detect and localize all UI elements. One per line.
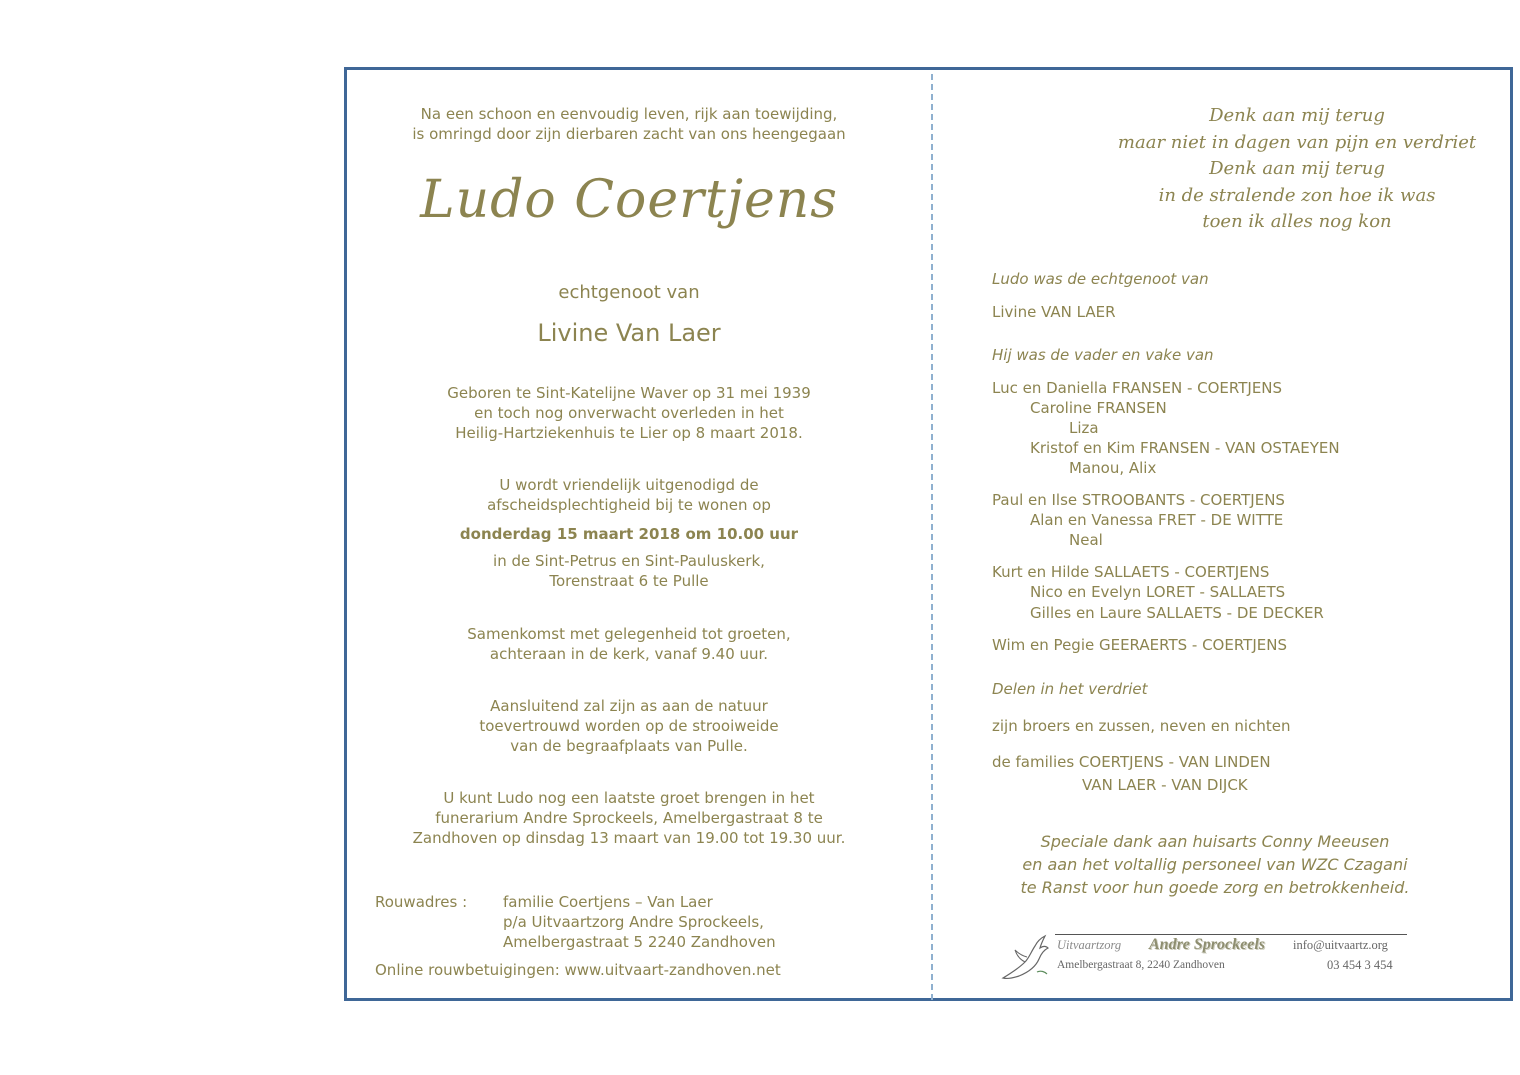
family-line: Alan en Vanessa FRET - DE WITTE [1030,511,1284,529]
heading-share: Delen in het verdriet [992,680,1148,698]
family-line: Manou, Alix [1069,459,1157,477]
visit-text: U kunt Ludo nog een laatste groet brengen in het funerarium Andre Sprockeels, Amelbergastraat 8 te Zandhoven op dinsdag 13 maart van 19.00 tot 19.30 uur. [412,789,846,847]
family-line: Caroline FRANSEN [1030,399,1167,417]
family-line: Gilles en Laure SALLAETS - DE DECKER [1030,604,1324,622]
footer-phone: 03 454 3 454 [1327,958,1393,972]
invite-text: U wordt vriendelijk uitgenodigd de afscheidsplechtigheid bij te wonen op [487,476,771,514]
families-line-2: VAN LAER - VAN DIJCK [1082,776,1248,794]
rouwadres-label: Rouwadres : [375,893,468,911]
footer-rule [1055,934,1407,935]
thanks-text: Speciale dank aan huisarts Conny Meeusen en aan het voltallig personeel van WZC Czagani te Ranst voor hun goede zorg en betrokkenheid. [1020,832,1410,897]
family-line: Liza [1069,419,1099,437]
family-line: Nico en Evelyn LORET - SALLAETS [1030,583,1286,601]
gathering-text: Samenkomst met gelegenheid tot groeten, achteraan in de kerk, vanaf 9.40 uur. [467,625,791,663]
footer-brand: Andre Sprockeels [1149,936,1265,953]
rouwadres: familie Coertjens – Van Laer p/a Uitvaartzorg Andre Sprockeels, Amelbergastraat 5 2240 Zandhoven [503,893,776,951]
online-condolences: Online rouwbetuigingen: www.uitvaart-zandhoven.net [375,961,781,979]
poem: Denk aan mij terug maar niet in dagen van pijn en verdriet Denk aan mij terug in de stralende zon hoe ik was toen ik alles nog kon [1117,105,1477,232]
ashes-text: Aansluitend zal zijn as aan de natuur toevertrouwd worden op de strooiweide van de begraafplaats van Pulle. [479,697,779,755]
family-line: Kurt en Hilde SALLAETS - COERTJENS [992,563,1270,581]
funeral-card [344,67,1513,1001]
ceremony-date: donderdag 15 maart 2018 om 10.00 uur [459,525,799,543]
family-line: Kristof en Kim FRANSEN - VAN OSTAEYEN [1030,439,1340,457]
intro-text: Na een schoon en eenvoudig leven, rijk aan toewijding, is omringd door zijn dierbaren zacht van ons heengegaan [412,105,846,143]
heading-spouse: Ludo was de echtgenoot van [992,270,1209,288]
heading-children: Hij was de vader en vake van [992,346,1214,364]
deceased-name: Ludo Coertjens [420,170,838,230]
spouse-label: echtgenoot van [558,282,700,303]
families-line-1: de families COERTJENS - VAN LINDEN [992,753,1271,771]
family-line: Paul en Ilse STROOBANTS - COERTJENS [992,491,1285,509]
footer-address: Amelbergastraat 8, 2240 Zandhoven [1057,959,1225,971]
fold-divider [931,74,933,1000]
footer-label: Uitvaartzorg [1057,938,1122,952]
dove-icon [999,932,1051,982]
footer-email: info@uitvaartz.org [1293,938,1388,952]
birth-text: Geboren te Sint-Katelijne Waver op 31 mei 1939 en toch nog onverwacht overleden in het Heilig-Hartziekenhuis te Lier op 8 maart 2018. [447,384,811,442]
church-text: in de Sint-Petrus en Sint-Pauluskerk, Torenstraat 6 te Pulle [493,552,765,590]
siblings-line: zijn broers en zussen, neven en nichten [992,717,1291,735]
family-line: Neal [1069,531,1103,549]
family-line: Luc en Daniella FRANSEN - COERTJENS [992,379,1283,397]
spouse-name: Livine Van Laer [537,319,721,347]
family-line: Wim en Pegie GEERAERTS - COERTJENS [992,636,1287,654]
spouse-entry: Livine VAN LAER [992,303,1116,321]
